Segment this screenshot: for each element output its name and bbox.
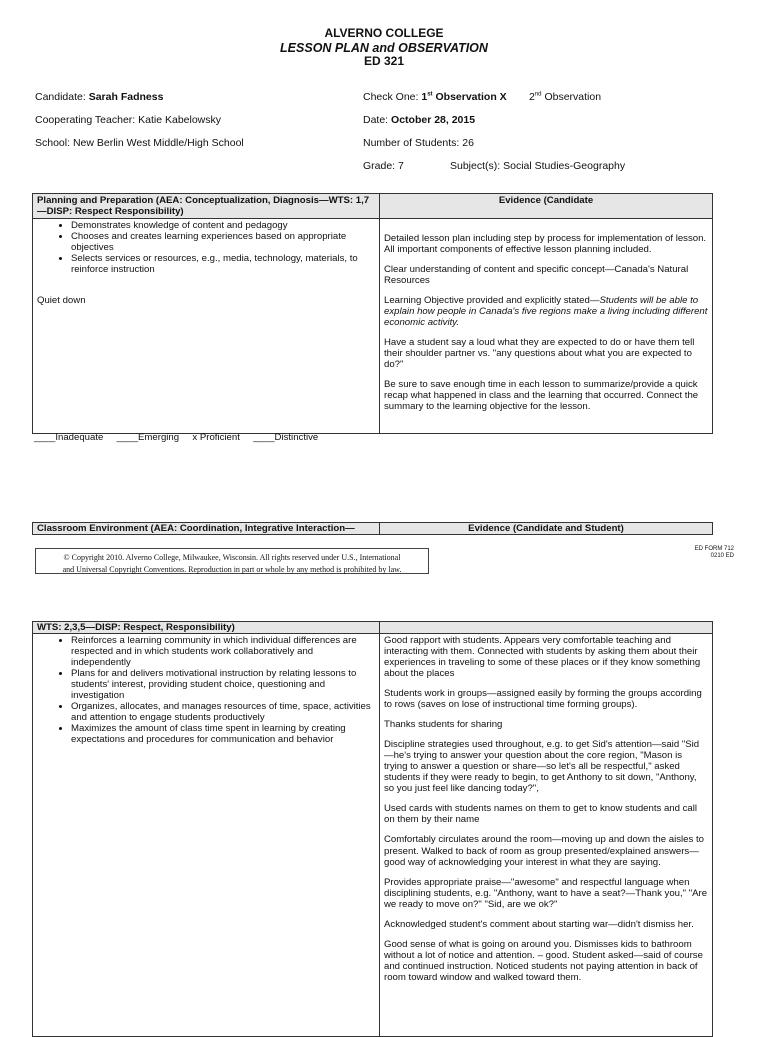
list-item: • Reinforces a learning community in which individual differences are respected and in which students work collaboratively and independently [71,635,375,668]
evidence-paragraph: Be sure to save enough time in each lesson to summarize/provide a quick recap what happened in class and the learning that occurred. Connect the summary to the learning objective for the lesson. [384,379,699,413]
environment-table [32,621,713,1037]
environment-header-continued: WTS: 2,3,5—DISP: Respect, Responsibility) [33,622,380,634]
environment-evidence-header: Evidence (Candidate and Student) [380,523,713,535]
candidate-field: Candidate: Sarah Fadness [35,91,164,103]
observation-check: Check One: 1st Observation X [363,91,507,103]
list-item: • Organizes, allocates, and manages resources of time, space, activities and attention to engage students productively [71,701,375,723]
list-item: • Chooses and creates learning experiences based on appropriate objectives [71,231,375,253]
college-name: ALVERNO COLLEGE [324,26,444,40]
cooperating-teacher-field: Cooperating Teacher: Katie Kabelowsky [35,114,222,126]
evidence-paragraph: Comfortably circulates around the room—moving up and down the aisles to present. Walked to back of room as group presented/explained answers—good way of acknowledging your interest in what they are saying. [384,834,704,868]
evidence-paragraph: Clear understanding of content and specific concept—Canada's Natural Resources [384,264,689,287]
planning-note: Quiet down [37,295,86,307]
students-count-field: Number of Students: 26 [363,137,474,149]
first-observation: 1st Observation X [421,91,507,103]
environment-evidence-cell [380,634,713,1037]
environment-header-table [32,522,713,535]
evidence-paragraph: Provides appropriate praise—"awesome" and respectful language when disciplining students, e.g. "Anthony, want to have a seat?—Thank you," "Are we ready to move on?" "Sid, are we ok?" [384,876,708,910]
list-item: • Selects services or resources, e.g., media, technology, materials, to reinforce instruction [71,253,375,275]
form-code: ED FORM 712 0210 ED [694,546,734,560]
planning-criteria-cell [33,219,380,434]
list-item: • Maximizes the amount of class time spent in learning by creating expectations and procedures for communication and behavior [71,723,375,745]
planning-header: Planning and Preparation (AEA: Conceptualization, Diagnosis—WTS: 1,7—DISP: Respect Responsibility) [33,194,380,219]
grade-field: Grade: 7 [363,160,404,172]
candidate-name: Sarah Fadness [88,91,164,103]
environment-header: Classroom Environment (AEA: Coordination, Integrative Interaction— [33,523,380,535]
evidence-paragraph: Discipline strategies used throughout, e.g. to get Sid's attention—said "Sid—he's trying to answer your question about the core region, "Mason is trying to answer a question or share—so let's all be respectful," asked students if they were ready to begin, to get Anthony to sit down, "Anthony, so you just feel like dancing today?", [384,739,700,795]
subject-field: Subject(s): Social Studies-Geography [450,160,626,172]
evidence-paragraph: Good rapport with students. Appears very comfortable teaching and interacting with them. Connected with students by asking them about their experiences in traveling to some of these places or if they know something about the places [384,635,701,680]
copyright-notice: © Copyright 2010. Alverno College, Milwaukee, Wisconsin. All rights reserved under U.S., International and Universal Copyright Conventions. Reproduction in part or whole by any method is prohibited by law. [35,548,429,574]
environment-criteria-cell [33,634,380,1037]
list-item: • Plans for and delivers motivational instruction by relating lessons to students' interest, providing student choice, questioning and investigation [71,668,375,701]
planning-evidence-cell [380,219,713,434]
list-item: • Demonstrates knowledge of content and pedagogy [71,220,375,231]
evidence-paragraph: Acknowledged student's comment about starting war—didn't dismiss her. [384,918,694,930]
planning-evidence-header: Evidence (Candidate [380,194,713,219]
evidence-paragraph: Detailed lesson plan including step by process for implementation of lesson. All important components of effective lesson planning included. [384,233,707,256]
planning-criteria-list [37,220,375,275]
planning-rating: ____Inadequate ____Emerging x Proficient ____Distinctive [34,432,319,443]
planning-table [32,193,713,434]
course-code: ED 321 [363,54,405,68]
form-title: LESSON PLAN and OBSERVATION [280,41,488,55]
date-field: Date: October 28, 2015 [363,114,476,126]
evidence-paragraph: Thanks students for sharing [384,719,503,731]
evidence-paragraph: Have a student say a loud what they are expected to do or have them tell their shoulder partner vs. "any questions about what you are expected to do?" [384,337,695,371]
evidence-paragraph: Good sense of what is going on around you. Dismisses kids to bathroom without a lot of notice and attention. – good. Student asked—said of course and continued instruction. Noticed students not paying attention in back of room toward window and walked toward them. [384,938,703,983]
school-field: School: New Berlin West Middle/High School [35,137,244,149]
evidence-paragraph: Learning Objective provided and explicitly stated—Students will be able to explain how people in Canada's five regions make a living including different economic activity. [384,295,708,329]
evidence-paragraph: Students work in groups—assigned easily by forming the groups according to rows (saves on lose of instructional time forming groups). [384,688,702,711]
evidence-paragraph: Used cards with students names on them to get to know students and call on them by their name [384,803,698,826]
environment-criteria-list [37,635,375,745]
second-observation: 2nd Observation [529,91,602,103]
